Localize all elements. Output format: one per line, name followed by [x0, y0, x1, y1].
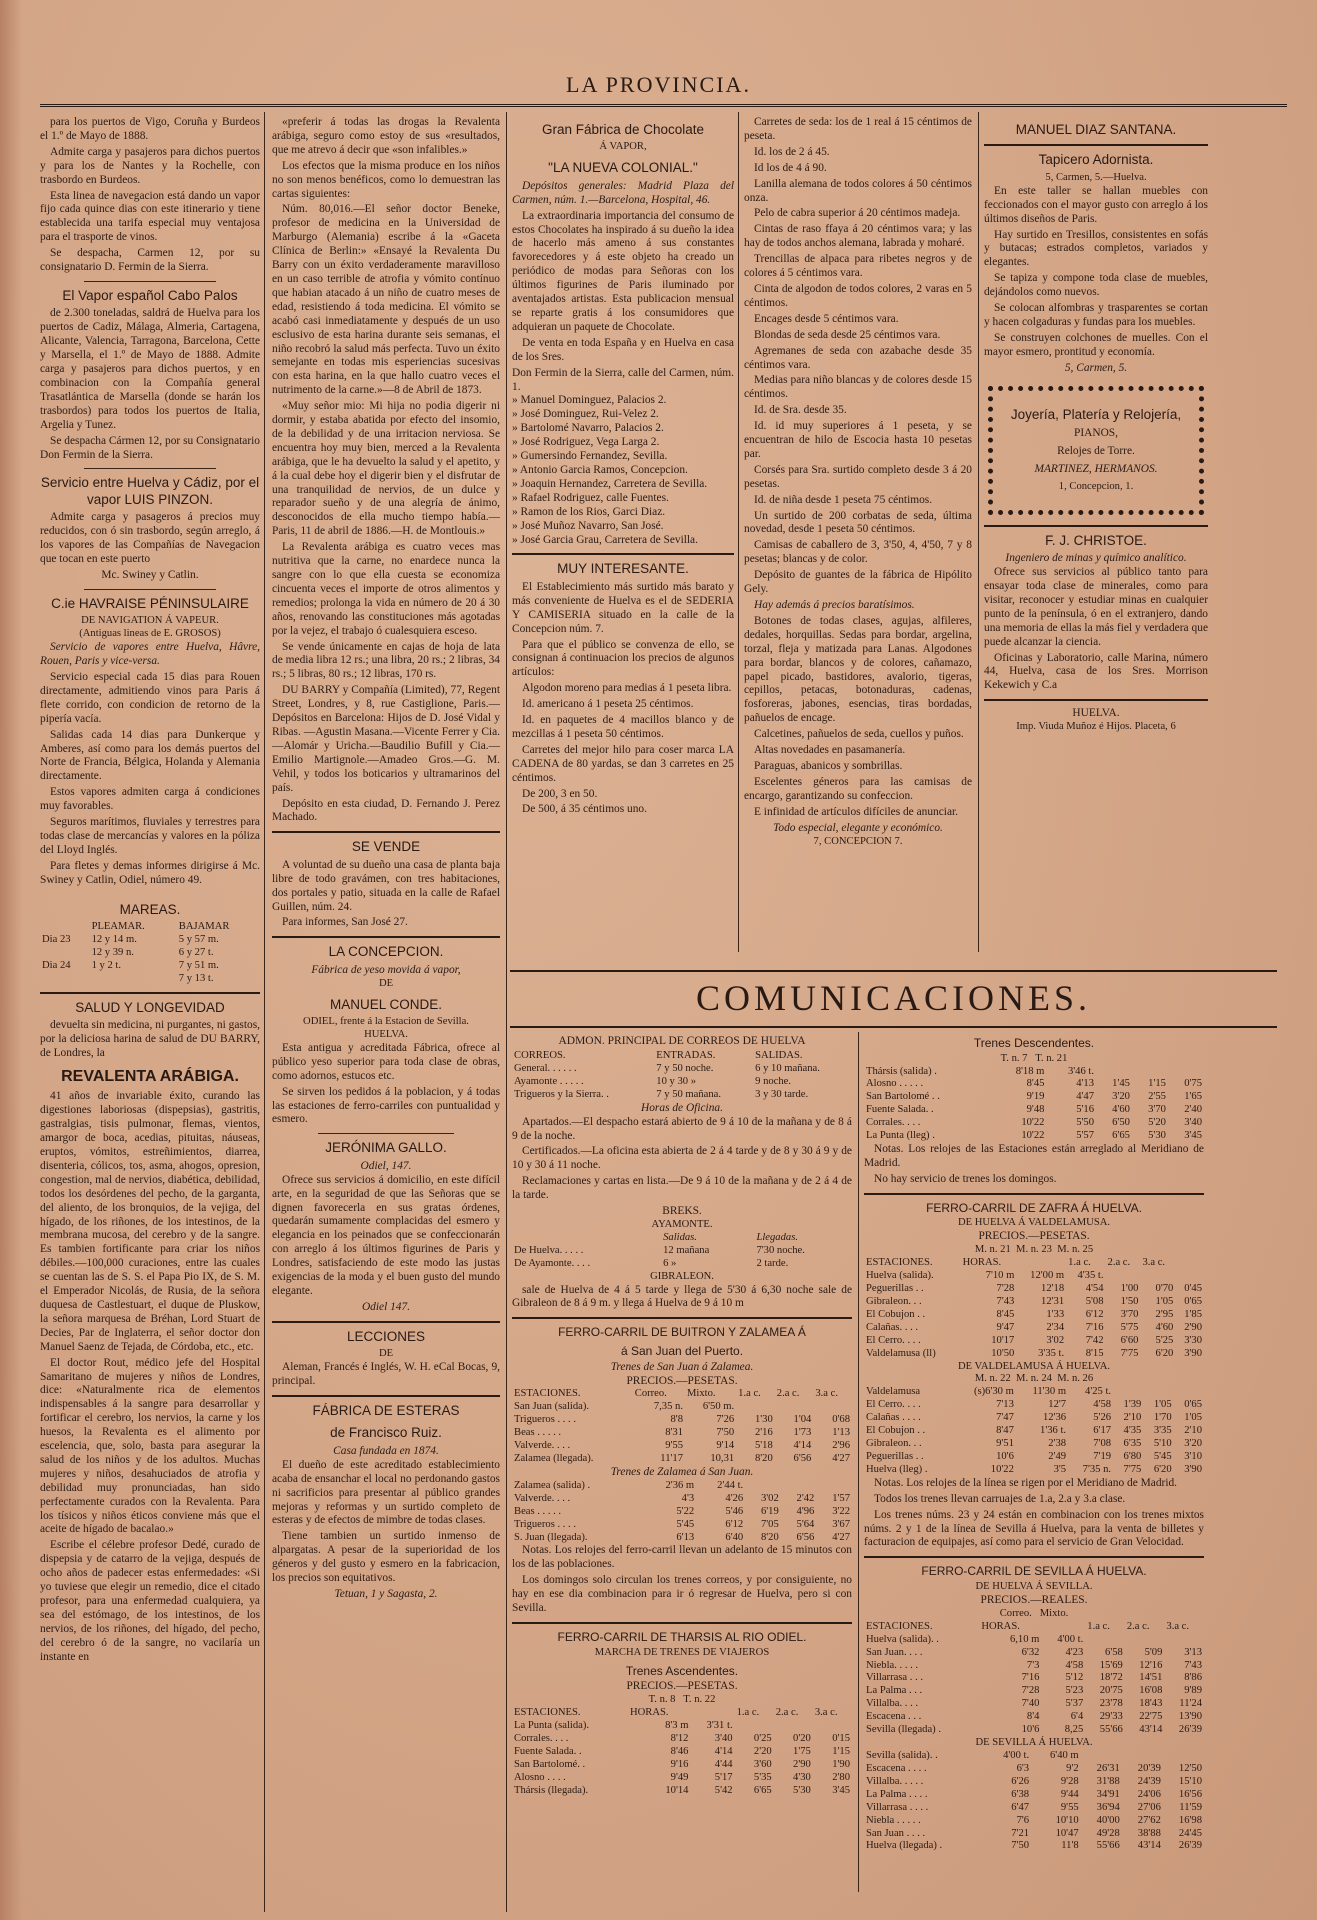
table-row: El Cobujon . . 8'47 1'36 t. 6'17 4'35 3'35 2'10	[866, 1425, 1202, 1437]
ad-title: SALUD Y LONGEVIDAD	[75, 999, 225, 1015]
list-item: » Manuel Dominguez, Palacios 2.	[512, 394, 667, 407]
table-row: De Ayamonte. . . . 6 » 2 tarde.	[514, 1257, 789, 1269]
table-row: S. Juan (llegada). 6'13 6'40 8'20 6'56 4'27	[514, 1531, 850, 1543]
price-item: Agremanes de seda con azabache desde 35 céntimos vara.	[744, 344, 972, 371]
price-item: Medias para niño blancas y de colores desde 15 céntimos.	[744, 374, 972, 401]
ad-body: A voluntad de su dueño una casa de planta baja libre de todo gravámen, con tres habitaciones, dos portales y patio, situada en la calle de Rafael Guillen, núm. 24.	[272, 858, 500, 913]
column-divider	[264, 112, 265, 1912]
price-item: Id. de niña desde 1 peseta 75 céntimos.	[754, 493, 933, 506]
table-row: Huelva (lleg) . 10'22 3'5 7'35 n. 7'75 6'20 3'90	[866, 1463, 1202, 1475]
table-row: Peguerillas . . 7'28 12'18 4'54 1'00 0'70 0'45	[866, 1283, 1202, 1295]
railway-sub: Trenes Ascendentes.	[625, 1663, 739, 1678]
column-2	[272, 116, 500, 1916]
ad-body: Salidas cada 14 dias para Dunkerque y Amberes, así como para los demás puertos del Norte de Francia, Bélgica, Holanda y Alemania directamente.	[40, 728, 260, 783]
ad-body: Carretes del mejor hilo para coser marca LA CADENA de 80 yardas, se dan 3 carretes en 25 céntimos.	[512, 743, 734, 784]
timetable	[512, 1388, 852, 1466]
ad-subtitle: Ingeniero de minas y químico analítico.	[1005, 552, 1187, 565]
ad-body: «Muy señor mio: Mi hija no podia digerir ni dormir, y estaba abatida por efecto del insomio, de la debilidad y de una irritacion nerviosa. Se encuentra hoy muy bien, merced a la Revalenta arábiga, que le ha devuelto la salud y el apetito, y á la cual debe hoy el digerir bien y el disfrutar de una tranquilidad de nervios, de un dulce y reparador sueño y de una alegría de ánimo, desconocidos de ella mucho tiempo había.—Paris, 11 de abril de 1886.—H. de Montlouis.»	[272, 400, 500, 538]
list-item: » Ramon de los Rios, Garci Diaz.	[512, 505, 666, 518]
table-row: Villalba. . . . 7'40 5'37 23'78 18'43 11'24	[866, 1698, 1202, 1710]
table-row: Trigueros y la Sierra. . 7 y 50 mañana. 3 y 30 tarde.	[514, 1088, 809, 1100]
price-item: Encages desde 5 céntimos vara.	[754, 312, 899, 325]
separator	[318, 1133, 455, 1134]
ad-body: Ofrece sus servicios al público tanto para ensayar toda clase de minerales, como para visitar, reconocer y estudiar minas en cualquier punto de la península, ó en el extranjero, dando una memoria de ellas la más fiel y verdadera que puede alcanzar la ciencia.	[984, 566, 1208, 648]
railway-title: FERRO-CARRIL DE BUITRON Y ZALAMEA Á	[558, 1325, 806, 1340]
price-item: Hay además á precios baratísimos.	[754, 599, 915, 611]
tides-row: 12 y 39 n. 6 y 27 t.	[91, 946, 214, 958]
ad-subtitle: DE NAVIGATION Á VAPEUR.	[81, 615, 219, 627]
table-row: Sevilla (salida). . 4'00 t. 6'40 m	[866, 1749, 1079, 1761]
ad-body: Admite carga y pasageros á precios muy reducidos, con ó sin trasbordo, según arreglo, á los vapores de las Compañías de Navegacion que tocan en este puerto	[40, 511, 260, 566]
table-row: Gibraleon. . . 7'43 12'31 5'08 1'50 1'05 0'65	[866, 1295, 1202, 1307]
table-row: Alosno . . . . 9'49 5'17 5'35 4'30 2'80	[514, 1771, 850, 1783]
timetable-note: Los trenes núms. 23 y 24 están en combinacion con los trenes mixtos núms. 2 y 1 de la línea de Sevilla á Huelva, para la venta de billetes y facturacion de equipajes, así como para el servicio de Gran Velocidad.	[864, 1508, 1204, 1549]
ad-subtitle: Á VAPOR,	[599, 141, 647, 153]
price-item: Id. id muy superiores á 1 peseta, y se encuentran de hilo de Escocia hasta 10 pesetas par.	[744, 420, 972, 460]
ad-title: Gran Fábrica de Chocolate	[541, 122, 705, 137]
separator	[512, 553, 734, 555]
column-divider	[858, 1032, 859, 1892]
price-item: Depósito de guantes de la fábrica de Hipólito Gely.	[744, 569, 972, 596]
table-row: Fuente Salada. . 9'48 5'16 4'60 3'70 2'40	[866, 1104, 1202, 1116]
timetable	[512, 1707, 852, 1797]
imprint: Imp. Viuda Muñoz é Hijos. Placeta, 6	[1016, 721, 1176, 733]
ad-body: Tiene tambien un surtido inmenso de alpargatas. A pesar de la superioridad de los géneros y del gusto y esmero en la fabricacion, los precios son equitativos.	[272, 1530, 500, 1585]
table-row: Escacena . . . . 6'3 9'2 26'31 20'39 12'50	[866, 1762, 1202, 1774]
post-table: CORREOS. ENTRADAS. SALIDAS. General. . . . . . 7 y 50 noche. 6 y 10 mañana. Ayamonte . . . . . 10 y 30 » 9 noche. Trigueros y la Sierra. . 7 y 50 mañana. 3 y 30 tarde.	[512, 1050, 852, 1102]
ad-body: Depósitos generales: Madrid Plaza del Carmen, núm. 1.—Barcelona, Hospital, 46.	[512, 179, 734, 206]
timetable-header: ESTACIONES. HORAS. 1.a c. 2.a c. 3.a c.	[866, 1620, 1190, 1632]
ad-body: El Establecimiento más surtido más barato y más conveniente de Huelva es el de SEDERIA Y CAMISERIA situado en la calle de la Concepcion núm. 7.	[512, 580, 734, 635]
table-row: Calañas . . . . 7'47 12'36 5'26 2'10 1'70 1'05	[866, 1412, 1202, 1424]
gibraleon-body: sale de Huelva de 4 á 5 tarde y llega de 5'30 á 6,30 noche sale de Gibraleon de 8 á 9 m. y llega á Huelva de 9 á 10 m	[512, 1283, 852, 1310]
table-row: Escacena . . . 8'4 6'4 29'33 22'75 13'90	[866, 1711, 1202, 1723]
masthead: LA PROVINCIA.	[566, 72, 751, 97]
shipping-intro: para los puertos de Vigo, Coruña y Burdeos el 1.º de Mayo de 1888.	[40, 116, 260, 142]
timetable-note: Notas. Los relojes de la línea se rigen por el Meridiano de Madrid.	[874, 1476, 1178, 1489]
table-row: Valdelamusa (s)6'30 m 11'30 m 4'25 t.	[866, 1386, 1112, 1398]
ad-body: DU BARRY y Compañía (Limited), 77, Regent Street, Londres, y 8, rue Castiglione, Paris.—Depósitos en Barcelona: Hijos de D. José Vidal y Ribas. —Agustin Masana.—Vicente Ferrer y Cia.—Alomár y Uricha.—Baudilio Bufill y Cia.—Emilio Martignole.—Amadeo Gros.—G. M. Vehil, y todos los boticarios y ultramarinos del país.	[272, 684, 500, 794]
column-divider	[506, 112, 507, 1912]
ad-title: SE VENDE	[351, 839, 421, 855]
ad-body: El dueño de este acreditado establecimiento acaba de ensanchar el local no perdonando gastos ni sacrificios para presentar al público grandes mejoras y reformas y un surtido completo de esteras y de efectos de mimbre de todas clases.	[272, 1458, 500, 1527]
railway-prices: PRECIOS.—PESETAS.	[626, 1680, 738, 1693]
railway-sub: DE SEVILLA Á HUELVA.	[975, 1737, 1093, 1749]
railway-prices: PRECIOS.—PESETAS.	[626, 1374, 738, 1387]
column-3	[512, 116, 734, 946]
railway-title: FERRO-CARRIL DE ZAFRA Á HUELVA.	[926, 1200, 1142, 1215]
table-row: Zalamea (salida) . 2'36 m 2'44 t.	[514, 1479, 744, 1491]
table-row: San Juan . . . . 7'21 10'47 49'28 38'88 24'45	[866, 1827, 1202, 1839]
list-item: » José Dominguez, Rui-Velez 2.	[512, 408, 659, 421]
list-item: » José Muñoz Navarro, San José.	[512, 519, 664, 532]
ad-body: La extraordinaria importancia del consumo de estos Chocolates ha inspirado á su dueño la idea de hacerlo más ameno á sus constantes favorecedores y á este objeto ha creado un periódico de modas para Señoras con los últimos figurines de Paris iluminado por aventajados artistas. Esta publicacion mensual se reparte gratis á los consumidores que adquieran un paquete de Chocolate.	[512, 209, 734, 333]
price-item: Calcetines, pañuelos de seda, cuellos y puños.	[754, 728, 964, 741]
list-item: Don Fermin de la Sierra, calle del Carmen, núm. 1.	[512, 366, 734, 393]
price-item: Pelo de cabra superior á 20 céntimos madeja.	[754, 207, 961, 220]
ad-body: Id. americano á 1 peseta 25 céntimos.	[522, 698, 694, 711]
timetable-note: Notas. Los relojes de las Estaciones están arreglado al Meridiano de Madrid.	[864, 1143, 1204, 1169]
price-item: Id. los de 2 á 45.	[754, 145, 830, 158]
table-row: Sevilla (llegada) . 10'6 8,25 55'66 43'14 26'39	[866, 1724, 1202, 1736]
separator	[272, 831, 500, 833]
ad-signature: Mc. Swiney y Catlin.	[101, 568, 199, 581]
tides-row: 7 y 13 t.	[178, 972, 214, 984]
table-row: Niebla . . . . . 7'6 10'10 40'00 27'62 16'98	[866, 1814, 1202, 1826]
price-item: Camisas de caballero de 3, 3'50, 4, 4'50, 7 y 8 pesetas; blancas y de color.	[744, 539, 972, 566]
table-row: La Punta (lleg) . 10'22 5'57 6'65 5'30 3'45	[866, 1130, 1202, 1142]
timetable	[864, 1066, 1204, 1144]
timetable-note: Todos los trenes llevan carruajes de 1.a, 2.a y 3.a clase.	[874, 1492, 1126, 1505]
table-row: Ayamonte . . . . . 10 y 30 » 9 noche.	[514, 1075, 792, 1087]
gibraleon-title: GIBRALEON.	[650, 1270, 714, 1282]
ad-body: Se despacha Cármen 12, por su Consignatario Don Fermin de la Sierra.	[40, 434, 260, 461]
timetable-note: Notas. Los relojes del ferro-carril llevan un adelanto de 15 minutos con los de las poblaciones.	[512, 1544, 852, 1571]
office-hours: Apartados.—El despacho estará abierto de 9 á 10 de la mañana y de 8 á 9 de la noche.	[512, 1115, 852, 1142]
price-item: Paraguas, abanicos y sombrillas.	[754, 759, 903, 772]
list-item: » Joaquin Hernandez, Carretera de Sevilla.	[512, 477, 708, 490]
timetable	[864, 1621, 1204, 1737]
table-row: Trigueros . . . . 5'45 6'12 7'05 5'64 3'67	[514, 1518, 850, 1530]
ad-address: 7, CONCEPCION 7.	[813, 835, 903, 847]
railway-title: á San Juan del Puerto.	[620, 1344, 744, 1358]
separator	[272, 936, 500, 938]
ad-body: Servicio de vapores entre Huelva, Hâvre, Rouen, Paris y vice-versa.	[40, 641, 260, 668]
tides-title: MAREAS.	[119, 901, 181, 917]
table-row: Villalba. . . . . 6'26 9'28 31'88 24'39 15'10	[866, 1775, 1202, 1787]
table-row: Gibraleon. . . 9'51 2'38 7'08 6'35 5'10 3'20	[866, 1438, 1202, 1450]
table-row: El Cerro. . . . 10'17 3'02 7'42 6'60 5'25 3'30	[866, 1334, 1202, 1346]
ad-title: MUY INTERESANTE.	[557, 561, 689, 577]
table-row: Valverde. . . . 4'3 4'26 3'02 2'42 1'57	[514, 1492, 850, 1504]
ad-body: Hay surtido en Tresillos, consistentes en sofás y butacas; estrados completos, variados y elegantes.	[984, 228, 1208, 269]
ad-line: Relojes de Torre.	[1057, 445, 1135, 458]
railway-sub: Trenes de Zalamea á San Juan.	[610, 1465, 754, 1478]
separator	[984, 525, 1208, 527]
ad-body: De 200, 3 en 50.	[522, 787, 598, 800]
ad-body: El doctor Rout, médico jefe del Hospital Samaritano de mujeres y niños de Londres, dice: «Naturalmente rica de elementos indispensables á la sangre para desarrollar y fortificar el cerebro, los nervios, la carne y los huesos, la Revalenta es el alimento por escelencia, que, solo, basta para asegurar la salud de los niños y de los adultos. Muchas mujeres y niños, desahuciados de atrofia y debilidad muy pronunciadas, han sido perfectamente curados con la Revalenta. Para los tísicos y niños éticos conviene más que el aceite de hígado de bacalao.»	[40, 1356, 260, 1536]
ad-address: Odiel, 147.	[360, 1159, 412, 1172]
table-row: San Bartolomé. . 9'16 4'44 3'60 2'90 1'90	[514, 1758, 850, 1770]
ad-address: ODIEL, frente á la Estacion de Sevilla.	[303, 1016, 469, 1028]
separator	[272, 1395, 500, 1397]
seller-list	[512, 367, 734, 548]
timetable-note: No hay servicio de trenes los domingos.	[874, 1172, 1057, 1185]
list-item: » José Garcia Grau, Carretera de Sevilla.	[512, 533, 698, 546]
separator	[40, 992, 260, 994]
ad-body: Escribe el célebre profesor Dedé, curado de dispepsia y de catarro de la vejiga, después de ocho años de padecer estas enfermedades: «Si yo tuviese que elegir un remedio, dice el citado profesor, para una enfermedad cualquiera, ya sea del estómago, de los intestinos, de los nervios, de los riñones, del hígado, del pecho, del cerebro ó de la sangre, no vacilaría un instante en	[40, 1539, 260, 1663]
price-item: Cinta de algodon de todos colores, 2 varas en 5 céntimos.	[744, 282, 972, 309]
column-1	[40, 116, 260, 1916]
ad-title: REVALENTA ARÁBIGA.	[61, 1067, 239, 1085]
ad-slogan: Todo especial, elegante y económico.	[773, 821, 943, 834]
ad-title: C.ie HAVRAISE PÉNINSULAIRE	[51, 595, 249, 611]
ad-body: «preferir á todas las drogas la Revalenta arábiga, seguro como estoy de sus «resultados, que me atrevo á decir que «son infalibles.»	[272, 116, 500, 156]
ad-body: Algodon moreno para medias á 1 peseta libra.	[522, 682, 732, 695]
ad-title: F. J. CHRISTOE.	[1045, 532, 1147, 548]
ad-title: "LA NUEVA COLONIAL."	[548, 160, 698, 176]
ad-subtitle: DE	[378, 1348, 394, 1360]
table-row: Niebla. . . . . 7'3 4'58 15'69 12'16 7'43	[866, 1659, 1202, 1671]
breks-table: Salidas. Llegadas. De Huelva. . . . . 12 mañana 7'30 noche. De Ayamonte. . . . 6 » 2 tarde.	[512, 1232, 852, 1271]
office-hours-title: Horas de Oficina.	[641, 1101, 723, 1114]
timetable	[864, 1750, 1204, 1853]
ad-body: De 500, á 35 céntimos uno.	[522, 803, 647, 816]
ad-title: El Vapor español Cabo Palos	[62, 287, 238, 303]
separator	[84, 589, 216, 590]
tides-header: BAJAMAR	[178, 921, 230, 933]
price-item: Carretes de seda: los de 1 real á 15 céntimos de peseta.	[744, 116, 972, 142]
ad-body: devuelta sin medicina, ni purgantes, ni gastos, por la deliciosa harina de salud de DU BARRY, de Londres, la	[40, 1019, 260, 1059]
comms-rule	[510, 970, 1277, 972]
railway-sub: Trenes Descendentes.	[973, 1036, 1095, 1050]
ad-body: Se sirven los pedidos á la poblacion, y á todas las estaciones de ferro-carriles con puntualidad y esmero.	[272, 1085, 500, 1126]
comms-right	[864, 1032, 1204, 1882]
comms-rule	[510, 1026, 1277, 1028]
ad-body: Depósito en esta ciudad, D. Fernando J. Perez Machado.	[272, 797, 500, 824]
shipping-intro: Admite carga y pasajeros para dichos puertos y para los de Nantes y la Rochelle, con trasbordo en Burdeos.	[40, 145, 260, 186]
price-item: Id. de Sra. desde 35.	[754, 404, 847, 417]
price-item: Botones de todas clases, agujas, alfileres, dedales, horquillas. Sedas para bordar, argelina, torzal, fleja y matizada para Lanas. Algodones para bordar, blancos y de colores, cañamazo, papel picado, bastidores, avalorio, tigeras, cepillos, petacas, botonaduras, cadenas, fosforeras, jabones, esencias, tiras bordadas, pañuelos de encage.	[744, 614, 972, 725]
table-row: Villarrasa . . . . 6'47 9'55 36'94 27'06 11'59	[866, 1801, 1202, 1813]
table-row: Beas . . . . . 5'22 5'46 6'19 4'96 3'22	[514, 1505, 850, 1517]
ad-founded: Casa fundada en 1874.	[333, 1444, 439, 1457]
ad-body: En este taller se hallan muebles con feccionados con el mayor gusto con arreglo á los últimos diseños de Paris.	[984, 184, 1208, 225]
ad-address: 5, Carmen, 5.	[1064, 361, 1128, 374]
table-row: La Punta (salida). 8'3 m 3'31 t.	[514, 1719, 733, 1731]
separator	[84, 468, 216, 469]
timetable-header: ESTACIONES. HORAS. 1.a c. 2.a c. 3.a c.	[514, 1707, 838, 1719]
breks-title: BREKS.	[662, 1205, 702, 1218]
price-item: Un surtido de 200 corbatas de seda, última novedad, desde 1 peseta 50 céntimos.	[744, 509, 972, 536]
ad-body: De venta en toda España y en Huelva en casa de los Sres.	[512, 336, 734, 363]
timetable-header: ESTACIONES. HORAS. 1.a c. 2.a c. 3.a c.	[866, 1257, 1166, 1269]
table-row: Valdelamusa (ll) 10'50 3'35 t. 8'15 7'75 6'20 3'90	[866, 1347, 1202, 1359]
price-item: Cintas de raso ffaya á 20 céntimos vara; y las hay de todos anchos alemana, labrada y moharé.	[744, 223, 972, 250]
ad-address: 1, Concepcion, 1.	[1058, 480, 1134, 492]
ad-body: 41 años de invariable éxito, curando las digestiones laboriosas (dispepsias), gastritis, gastralgias, tisis pulmonar, flemas, vientos, amargor de boca, acedias, pituitas, náuseas, eruptos, vómitos, estreñimientos, diarrea, disenteria, cólicos, tos, asma, ahogos, opresion, congestion, mal de nervios, diabética, debilidad, todos los desórdenes del pecho, de la garganta, del aliento, de los bronquios, de la vejiga, del hígado, de los riñones, de los intestinos, de la membrana mucosa, del cerebro y de la sangre. Es tambien fortificante para criar los niños débiles.—100,000 curaciones, entre las cuales se cuentan las de S. S. el Papa Pio IX, de S. M. el Emperador Nicolás, de Rusia, de la señora duquesa de Castlestuart, el duque de Pluskow, la señora marquesa de Bréhan, Lord Stuart de Decies, Par de Inglaterra, el señor doctor don Manuel Saenz de Tejada, de Córdoba, etc., etc.	[40, 1090, 260, 1353]
ad-title: FÁBRICA DE ESTERAS	[312, 1403, 460, 1418]
masthead-rule	[40, 104, 1287, 108]
ad-owner: MARTINEZ, HERMANOS.	[1034, 462, 1158, 475]
table-row: Alosno . . . . . 8'45 4'13 1'45 1'15 0'75	[866, 1078, 1202, 1090]
table-row: Beas . . . . . 8'31 7'50 2'16 1'73 1'13	[514, 1427, 850, 1439]
table-row: Thársis (salida) . 8'18 m 3'46 t.	[866, 1065, 1094, 1077]
timetable-header: ESTACIONES. Correo. Mixto. 1.a c. 2.a c. 3.a c.	[514, 1388, 839, 1400]
tides-row: Dia 23 12 y 14 m. 5 y 57 m.	[42, 933, 219, 945]
price-item: Id los de 4 á 90.	[754, 161, 827, 174]
ad-city: HUELVA.	[364, 1029, 408, 1040]
list-item: » Gumersindo Fernandez, Sevilla.	[512, 450, 668, 463]
table-row: Villarrasa . . . 7'16 5'12 18'72 14'51 8'86	[866, 1672, 1202, 1684]
price-item: Altas novedades en pasamanería.	[754, 744, 906, 757]
ad-line: PIANOS,	[1074, 427, 1118, 440]
ad-body: Se vende únicamente en cajas de hoja de lata de media libra 12 rs.; una libra, 20 rs.; 2 libras, 34 rs.; 5 libras, 80 rs.; 12 libras, 170 rs.	[272, 640, 500, 681]
ad-address: Odiel 147.	[361, 1300, 411, 1313]
ad-title: JERÓNIMA GALLO.	[325, 1140, 447, 1156]
railway-prices: PRECIOS.—PESETAS.	[978, 1230, 1090, 1243]
table-row: San Bartolomé . . 9'19 4'47 3'20 2'55 1'65	[866, 1091, 1202, 1103]
comms-left	[512, 1032, 852, 1882]
breks-sub: AYAMONTE.	[651, 1218, 713, 1230]
table-row: La Palma . . . 7'28 5'23 20'75 16'08 9'89	[866, 1685, 1202, 1697]
ad-body: Para que el público se convenza de ello, se consignan á continuacion los precios de algunos artículos:	[512, 638, 734, 679]
table-row: General. . . . . . 7 y 50 noche. 6 y 10 mañana.	[514, 1062, 820, 1074]
shipping-intro: Se despacha, Carmen 12, por su consignatario D. Fermin de la Sierra.	[40, 247, 260, 274]
separator	[512, 1622, 852, 1624]
ad-body: de 2.300 toneladas, saldrá de Huelva para los puertos de Cadiz, Málaga, Almeria, Cartagena, Alicante, Valencia, Tarragona, Barcelona, Cette y Marsella, el 1.º de Mayo de 1888. Admite carga y pasajeros para dichos puertos, y en combinacion con la Compañía general Trasatlántica de Marsella (donde se harán los trasbordos) para todos los puertos de Italia, Argelia y Tunez.	[40, 307, 260, 431]
price-item: Corsés para Sra. surtido completo desde 3 á 20 pesetas.	[744, 463, 972, 490]
table-row: Huelva (llegada) . 7'50 11'8 55'66 43'14 26'39	[866, 1840, 1202, 1852]
table-row: Zalamea (llegada). 11'17 10,31 8'20 6'56 4'27	[514, 1453, 850, 1465]
timetable	[864, 1257, 1204, 1360]
ad-address: Tetuan, 1 y Sagasta, 2.	[334, 1588, 438, 1600]
tides-row: Dia 24 1 y 2 t. 7 y 51 m.	[42, 959, 219, 971]
table-row: El Cobujon . . 8'45 1'33 6'12 3'70 2'95 1'85	[866, 1308, 1202, 1320]
railway-sub: DE VALDELAMUSA Á HUELVA.	[957, 1360, 1111, 1372]
price-item: Escelentes géneros para las camisas de encargo, garantizando su confeccion.	[744, 775, 972, 802]
ad-address: 5, Carmen, 5.—Huelva.	[1045, 171, 1147, 183]
train-numbers: Correo. Mixto.	[999, 1607, 1069, 1619]
table-row: Thársis (llegada). 10'14 5'42 6'65 5'30 3'45	[514, 1784, 850, 1796]
table-row: De Huelva. . . . . 12 mañana 7'30 noche.	[514, 1244, 805, 1256]
ad-title: LA CONCEPCION.	[328, 944, 444, 960]
ad-body: Aleman, Francés é Inglés, W. H. eCal Bocas, 9, principal.	[272, 1361, 500, 1388]
railway-sub: DE HUELVA Á VALDELAMUSA.	[957, 1217, 1111, 1229]
ad-title: LECCIONES	[346, 1328, 426, 1344]
list-item: » José Rodriguez, Vega Larga 2.	[512, 436, 660, 449]
office-hours: Reclamaciones y cartas en lista.—De 9 á 10 de la mañana y de 2 á 4 de la tarde.	[512, 1175, 852, 1202]
price-item: Trencillas de alpaca para ribetes negros y de colores á 5 céntimos vara.	[744, 253, 972, 280]
separator	[84, 281, 216, 282]
ad-subtitle: Fábrica de yeso movida á vapor,	[311, 963, 461, 976]
list-item: » Rafael Rodriguez, calle Fuentes.	[512, 491, 669, 504]
railway-title: FERRO-CARRIL DE SEVILLA Á HUELVA.	[921, 1564, 1147, 1579]
ad-body: Se construyen colchones de muelles. Con el mayor esmero, prontitud y economía.	[984, 331, 1208, 358]
ad-subtitle: de Francisco Ruiz.	[330, 1425, 442, 1441]
ad-body: Se colocan alfombras y trasparentes se cortan y hacen colgaduras y fundas para los muebles.	[984, 302, 1208, 329]
column-divider	[978, 112, 979, 952]
ad-body: Núm. 80,016.—El señor doctor Beneke, profesor de medicina en la Universidad de Marburgo (Alemania) escribe á la «Gaceta Clínica de Berlin:» «Ensayé la Revalenta Du Barry con un éxito verdaderamente maravilloso en un caso terrible de atrofia y vómito contínuo que habian atacado á un niño de cuatro meses de edad, resistiendo á toda medicina. El vómito se acabó casi inmediatamente y después de un uso esclusivo de esta harina durante seis semanas, el niño recobró la salud más perfecta. Tuvo un éxito semejante en todas mis esperiencias sucesivas con esta harina, en la que hallo cuatro veces el nutrimento de la carne.»—8 de Abril de 1873.	[272, 203, 500, 397]
separator	[864, 1193, 1204, 1195]
column-4	[744, 116, 972, 946]
train-numbers: T. n. 7 T. n. 21	[1000, 1052, 1068, 1064]
ad-body: Esta antigua y acreditada Fábrica, ofrece al público yeso superior para toda clase de obras, como adornos, estucos etc.	[272, 1041, 500, 1082]
ad-body: Para informes, San José 27.	[282, 916, 408, 929]
train-numbers: M. n. 21 M. n. 23 M. n. 25	[974, 1244, 1094, 1256]
ad-body: Para fletes y demas informes dirigirse á Mc. Swiney y Catlin, Odiel, número 49.	[40, 859, 260, 886]
column-5	[984, 116, 1208, 966]
separator	[272, 1321, 500, 1323]
ad-body: Oficinas y Laboratorio, calle Marina, número 44, Huelva, casa de los Sres. Morrison Kekewich y C.a	[984, 651, 1208, 692]
railway-sub: Trenes de San Juan á Zalamea.	[610, 1360, 754, 1373]
tides-header: PLEAMAR.	[91, 921, 145, 933]
page-edge-stain	[0, 0, 22, 1920]
ad-subtitle: (Antiguas lineas de E. GROSOS)	[79, 628, 221, 640]
list-item: » Antonio Garcia Ramos, Concepcion.	[512, 463, 688, 476]
table-row: San Juan (salida). 7,35 n. 6'50 m.	[514, 1401, 735, 1413]
table-row: San Juan. . . . 6'32 4'23 6'58 5'09 3'13	[866, 1646, 1202, 1658]
timetable	[864, 1386, 1204, 1476]
post-office-title: ADMON. PRINCIPAL DE CORREOS DE HUELVA	[558, 1035, 806, 1047]
railway-sub: MARCHA DE TRENES DE VIAJEROS	[594, 1646, 770, 1658]
imprint-city: HUELVA.	[1072, 707, 1120, 720]
separator	[864, 1556, 1204, 1558]
ad-body: Servicio especial cada 15 dias para Rouen directamente, admitiendo vinos para Paris á flete corrido, con condicion de retorno de la pipería vacía.	[40, 671, 260, 725]
table-row: La Palma . . . . 6'38 9'44 34'91 24'06 16'56	[866, 1788, 1202, 1800]
jewelry-ad-box	[988, 386, 1204, 515]
ad-body: Se tapiza y compone toda clase de muebles, dejándolos como nuevos.	[984, 272, 1208, 299]
ad-title: Servicio entre Huelva y Cádiz, por el vapor LUIS PINZON.	[40, 475, 260, 507]
train-numbers: T. n. 8 T. n. 22	[648, 1694, 716, 1706]
tides-table	[40, 921, 260, 986]
timetable	[512, 1480, 852, 1545]
shipping-intro: Esta linea de navegacion está dando un vapor fijo cada quince dias con este itinerario y tiene establecida una tarifa especial muy ventajosa para el trasporte de vinos.	[40, 189, 260, 244]
ad-body: La Revalenta arábiga es cuatro veces mas nutritiva que la carne, no enardece nunca la sangre con lo que ella cuesta se economiza cincuenta veces el importe de otros alimentos y remedios; prolonga la vida en número de 20 á 30 años, renovando las constituciones más agotadas por la vejez, el trabajo ó cualesquiera esceso.	[272, 541, 500, 637]
list-item: » Bartolomé Navarro, Palacios 2.	[512, 422, 664, 435]
table-row: Corrales. . . . 8'12 3'40 0'25 0'20 0'15	[514, 1732, 850, 1744]
table-row: Corrales. . . . 10'22 5'50 6'50 5'20 3'40	[866, 1117, 1202, 1129]
price-item: Blondas de seda desde 25 céntimos vara.	[754, 328, 941, 341]
ad-title: MANUEL DIAZ SANTANA.	[1015, 122, 1177, 137]
ad-body: Estos vapores admiten carga á condiciones muy favorables.	[40, 786, 260, 813]
separator	[512, 1317, 852, 1319]
office-hours: Certificados.—La oficina esta abierta de 2 á 4 tarde y de 8 y 30 á 9 y de 10 y 30 á 11 noche.	[512, 1145, 852, 1172]
table-row: Valverde. . . . 9'55 9'14 5'18 4'14 2'96	[514, 1440, 850, 1452]
table-row: Trigueros . . . . 8'8 7'26 1'30 1'04 0'68	[514, 1414, 850, 1426]
timetable-note: Los domingos solo circulan los trenes correos, y por consiguiente, no hay en ese dia combinacion para ir ó regresar de Huelva, pero si con Sevilla.	[512, 1574, 852, 1615]
ad-subtitle: Tapicero Adornista.	[1038, 152, 1154, 168]
table-row: Huelva (salida). . 6,10 m 4'00 t.	[866, 1633, 1084, 1645]
table-row: Peguerillas . . 10'6 2'49 7'19 6'80 5'45 3'10	[866, 1451, 1202, 1462]
ad-title: Joyería, Platería y Relojería,	[1010, 406, 1182, 422]
ad-subtitle: DE	[378, 977, 394, 989]
railway-sub: DE HUELVA Á SEVILLA.	[975, 1581, 1093, 1592]
train-numbers: M. n. 22 M. n. 24 M. n. 26	[974, 1373, 1094, 1385]
ad-body: Los efectos que la misma produce en los niños no son menos benéficos, como lo demuestran las cartas siguientes:	[272, 159, 500, 200]
column-divider	[738, 112, 739, 952]
railway-title: FERRO-CARRIL DE THARSIS AL RIO ODIEL.	[557, 1630, 807, 1645]
ad-body: Ofrece sus servicios á domicilio, en este difícil arte, en la seguridad de que las Señoras que se dignen favorecerla en sus gratas órdenes, quedarán sumamente complacidas del esmero y elegancia en los peinados que se confeccionarán con arreglo á los últimos figurines de Paris y Londres, satisfaciendo de este modo las justas exigencias de la moda y el buen gusto del mundo elegante.	[272, 1173, 500, 1297]
ad-body: Id. en paquetes de 4 macillos blanco y de mezcillas á 1 peseta 50 céntimos.	[512, 714, 734, 740]
ad-owner: MANUEL CONDE.	[329, 996, 442, 1012]
table-row: Huelva (salida). 7'10 m 12'00 m 4'35 t.	[866, 1270, 1104, 1282]
railway-prices: PRECIOS.—REALES.	[980, 1593, 1088, 1606]
separator	[984, 699, 1208, 701]
ad-body: Seguros marítimos, fluviales y terrestres para todas clase de mercancías y valores en la póliza del Lloyd Inglés.	[40, 816, 260, 856]
price-item: Lanilla alemana de todos colores á 50 céntimos onza.	[744, 177, 972, 204]
table-row: Calañas. . . . 9'47 2'34 7'16 5'75 4'60 2'90	[866, 1321, 1202, 1333]
comms-title: COMUNICACIONES.	[695, 978, 1092, 1018]
separator	[984, 144, 1208, 146]
price-item: E infinidad de artículos difíciles de anunciar.	[754, 805, 959, 818]
table-row: Fuente Salada. . 8'46 4'14 2'20 1'75 1'15	[514, 1745, 850, 1757]
table-row: El Cerro. . . . 7'13 12'7 4'58 1'39 1'05 0'65	[866, 1399, 1202, 1411]
